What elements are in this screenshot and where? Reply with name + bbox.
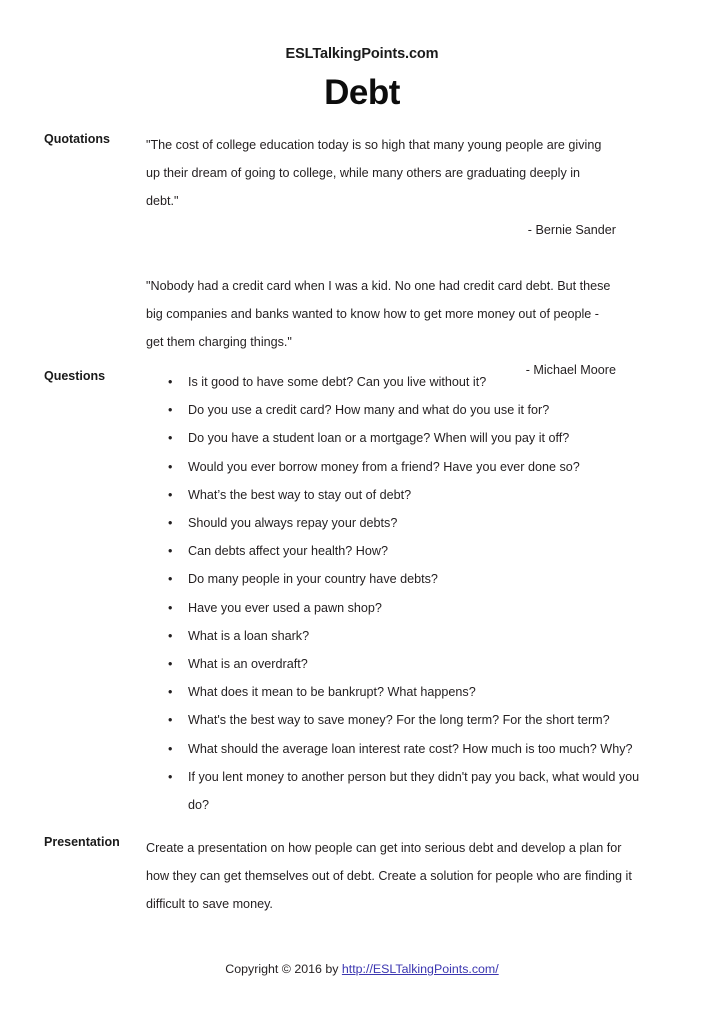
question-item: [146, 735, 658, 763]
quotations-body: [146, 131, 616, 385]
quotation-attribution-1: - Bernie Sander: [527, 222, 616, 237]
question-item: [146, 565, 658, 593]
question-text: What does it mean to be bankrupt? What happens?: [188, 685, 476, 700]
bullet-icon: •: [168, 431, 173, 446]
bullet-icon: •: [168, 544, 173, 559]
site-name: ESLTalkingPoints.com: [285, 46, 439, 62]
question-text: What’s the best way to stay out of debt?: [188, 487, 412, 502]
presentation-section: [44, 834, 684, 919]
quotation-text-2: "Nobody had a credit card when I was a kid. No one had credit card debt. But these big companies and banks wanted to know how to get more money out of people - get them charging things.": [146, 278, 611, 350]
quotation-text-1: "The cost of college education today is so high that many young people are giving up their dream of going to college, while many others are graduating deeply in debt.": [146, 138, 602, 209]
questions-list: [146, 368, 658, 819]
question-item: [146, 678, 658, 706]
question-item: [146, 396, 658, 424]
question-text: What is an overdraft?: [188, 657, 308, 672]
questions-body: [146, 368, 658, 819]
bullet-icon: •: [168, 459, 173, 474]
question-text: Is it good to have some debt? Can you live without it?: [188, 375, 487, 389]
copyright-text: Copyright © 2016 by: [225, 962, 342, 976]
question-item: [146, 622, 658, 650]
question-text: What's the best way to save money? For the long term? For the short term?: [188, 713, 610, 728]
bullet-icon: •: [168, 628, 173, 643]
quotation-attribution-2: - Michael Moore: [525, 363, 616, 378]
bullet-icon: •: [168, 403, 173, 418]
question-item: [146, 594, 658, 622]
question-item: [146, 650, 658, 678]
bullet-icon: •: [168, 375, 173, 389]
questions-section: [44, 368, 684, 819]
bullet-icon: •: [168, 516, 173, 531]
question-item: [146, 481, 658, 509]
question-text: Do many people in your country have debts?: [188, 572, 438, 587]
questions-label: Questions: [44, 369, 106, 383]
question-item: [146, 537, 658, 565]
question-text: What should the average loan interest rate cost? How much is too much? Why?: [188, 741, 633, 756]
bullet-icon: •: [168, 769, 173, 784]
question-text: Should you always repay your debts?: [188, 516, 398, 531]
bullet-icon: •: [168, 657, 173, 672]
question-item: [146, 453, 658, 481]
question-item: [146, 424, 658, 452]
bullet-icon: •: [168, 741, 173, 756]
bullet-icon: •: [168, 572, 173, 587]
presentation-body: [146, 834, 640, 919]
question-text: Do you have a student loan or a mortgage? When will you pay it off?: [188, 431, 570, 446]
question-text: Have you ever used a pawn shop?: [188, 600, 382, 615]
bullet-icon: •: [168, 713, 173, 728]
page-title: Debt: [324, 73, 400, 112]
quotations-section: [44, 131, 684, 385]
question-text: What is a loan shark?: [188, 628, 310, 643]
quotations-label: Quotations: [44, 132, 110, 146]
site-link[interactable]: http://ESLTalkingPoints.com/: [341, 962, 499, 976]
bullet-icon: •: [168, 685, 173, 700]
question-text: Do you use a credit card? How many and what do you use it for?: [188, 403, 550, 418]
question-text: Can debts affect your health? How?: [188, 544, 388, 559]
question-item: [146, 368, 658, 396]
question-item: [146, 509, 658, 537]
bullet-icon: •: [168, 487, 173, 502]
presentation-text: Create a presentation on how people can get into serious debt and develop a plan for how they can get themselves out of debt. Create a solution for people who are finding it difficult to save money.: [146, 841, 632, 912]
question-item: [146, 706, 658, 734]
question-text: If you lent money to another person but they didn't pay you back, what would you do?: [188, 769, 640, 813]
question-text: Would you ever borrow money from a friend? Have you ever done so?: [188, 459, 580, 474]
bullet-icon: •: [168, 600, 173, 615]
presentation-label: Presentation: [44, 835, 120, 849]
footer: [0, 962, 724, 976]
question-item: [146, 763, 658, 819]
